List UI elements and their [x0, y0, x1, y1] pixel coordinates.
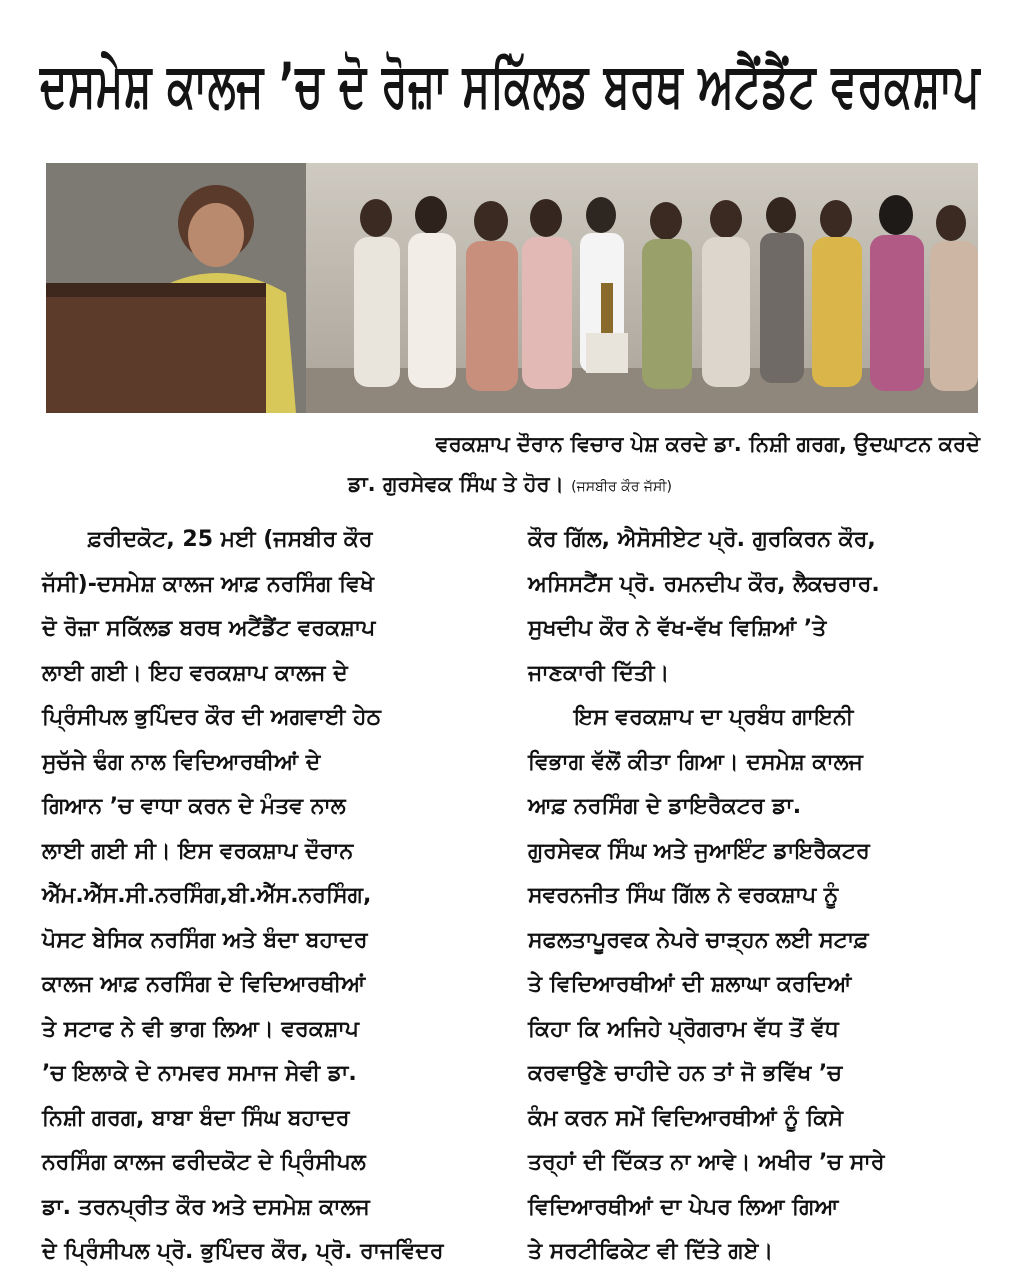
article-line: ਕਾਲਜ ਆਫ਼ ਨਰਸਿੰਗ ਦੇ ਵਿਦਿਆਰਥੀਆਂ — [42, 972, 366, 997]
article-line: ਤੇ ਵਿਦਿਆਰਥੀਆਂ ਦੀ ਸ਼ਲਾਘਾ ਕਰਦਿਆਂ — [528, 972, 852, 997]
article-line: ਕੰਮ ਕਰਨ ਸਮੇਂ ਵਿਦਿਆਰਥੀਆਂ ਨੂੰ ਕਿਸੇ — [528, 1105, 843, 1131]
article-line: ਜੱਸੀ)-ਦਸਮੇਸ਼ ਕਾਲਜ ਆਫ਼ ਨਰਸਿੰਗ ਵਿਖੇ — [42, 571, 374, 597]
article-line: ’ਚ ਇਲਾਕੇ ਦੇ ਨਾਮਵਰ ਸਮਾਜ ਸੇਵੀ ਡਾ. — [42, 1061, 357, 1086]
headline: ਦਸਮੇਸ਼ ਕਾਲਜ ’ਚ ਦੋ ਰੋਜ਼ਾ ਸਕਿੱਲਡ ਬਰਥ ਅਟੈਂਡੈਂਟ ਵਰਕਸ਼ਾਪ — [40, 50, 981, 121]
article-line: ਤੇ ਸਟਾਫ ਨੇ ਵੀ ਭਾਗ ਲਿਆ। ਵਰਕਸ਼ਾਪ — [42, 1016, 359, 1042]
article-line: ਗਿਆਨ ’ਚ ਵਾਧਾ ਕਰਨ ਦੇ ਮੰਤਵ ਨਾਲ — [42, 794, 346, 819]
article-column-right — [528, 518, 976, 1275]
article-line: ਸਫਲਤਾਪੂਰਵਕ ਨੇਪਰੇ ਚਾੜ੍ਹਨ ਲਈ ਸਟਾਫ਼ — [528, 927, 869, 953]
article-line: ਸਵਰਨਜੀਤ ਸਿੰਘ ਗਿੱਲ ਨੇ ਵਰਕਸ਼ਾਪ ਨੂੰ — [528, 883, 839, 908]
article-line: ਸੁਖਦੀਪ ਕੌਰ ਨੇ ਵੱਖ-ਵੱਖ ਵਿਸ਼ਿਆਂ ’ਤੇ — [528, 616, 827, 641]
article-line: ਸੁਚੱਜੇ ਢੰਗ ਨਾਲ ਵਿਦਿਆਰਥੀਆਂ ਦੇ — [42, 749, 321, 775]
article-column-left — [42, 518, 490, 1275]
article-line: ਆਫ਼ ਨਰਸਿੰਗ ਦੇ ਡਾਇਰੈਕਟਰ ਡਾ. — [528, 794, 802, 819]
article-line: ਐੱਮ.ਐੱਸ.ਸੀ.ਨਰਸਿੰਗ,ਬੀ.ਐੱਸ.ਨਰਸਿੰਗ, — [42, 883, 372, 908]
article-line: ਗੁਰਸੇਵਕ ਸਿੰਘ ਅਤੇ ਜੁਆਇੰਟ ਡਾਇਰੈਕਟਰ — [528, 838, 870, 864]
article-line: ਡਾ. ਤਰਨਪ੍ਰੀਤ ਕੌਰ ਅਤੇ ਦਸਮੇਸ਼ ਕਾਲਜ — [42, 1194, 370, 1220]
photo-caption-line-1: ਵਰਕਸ਼ਾਪ ਦੌਰਾਨ ਵਿਚਾਰ ਪੇਸ਼ ਕਰਦੇ ਡਾ. ਨਿਸ਼ੀ ਗਰਗ, ਉਦਘਾਟਨ ਕਰਦੇ — [435, 432, 980, 456]
article-line: ਪ੍ਰਿੰਸੀਪਲ ਭੁਪਿੰਦਰ ਕੌਰ ਦੀ ਅਗਵਾਈ ਹੇਠ — [42, 705, 382, 730]
article-line: ਕਰਵਾਉਣੇ ਚਾਹੀਦੇ ਹਨ ਤਾਂ ਜੋ ਭਵਿੱਖ ’ਚ — [528, 1061, 843, 1086]
article-line: ਫ਼ਰੀਦਕੋਟ, 25 ਮਈ (ਜਸਬੀਰ ਕੌਰ — [88, 527, 373, 552]
article-line: ਵਿਭਾਗ ਵੱਲੋਂ ਕੀਤਾ ਗਿਆ। ਦਸਮੇਸ਼ ਕਾਲਜ — [528, 749, 863, 775]
photo-credit: (ਜਸਬੀਰ ਕੌਰ ਜੱਸੀ) — [571, 479, 672, 495]
article-line: ਤਰ੍ਹਾਂ ਦੀ ਦਿੱਕਤ ਨਾ ਆਵੇ। ਅਖੀਰ ’ਚ ਸਾਰੇ — [528, 1150, 885, 1175]
article-line: ਅਸਿਸਟੈਂਸ ਪ੍ਰੋ. ਰਮਨਦੀਪ ਕੌਰ, ਲੈਕਚਰਾਰ. — [528, 571, 880, 597]
photo-caption-text: ਡਾ. ਗੁਰਸੇਵਕ ਸਿੰਘ ਤੇ ਹੋਰ। — [348, 472, 564, 496]
photo-caption-line-2 — [40, 468, 980, 503]
article-line: ਜਾਣਕਾਰੀ ਦਿੱਤੀ। — [528, 660, 670, 686]
article-line: ਵਿਦਿਆਰਥੀਆਂ ਦਾ ਪੇਪਰ ਲਿਆ ਗਿਆ — [528, 1194, 839, 1220]
article-line: ਨਿਸ਼ੀ ਗਰਗ, ਬਾਬਾ ਬੰਦਾ ਸਿੰਘ ਬਹਾਦਰ — [42, 1105, 350, 1131]
article-line: ਦੋ ਰੋਜ਼ਾ ਸਕਿੱਲਡ ਬਰਥ ਅਟੈਂਡੈਂਟ ਵਰਕਸ਼ਾਪ — [42, 616, 376, 641]
news-photo — [46, 163, 978, 413]
article-line: ਨਰਸਿੰਗ ਕਾਲਜ ਫਰੀਦਕੋਟ ਦੇ ਪ੍ਰਿੰਸੀਪਲ — [42, 1150, 366, 1175]
article-line: ਲਾਈ ਗਈ ਸੀ। ਇਸ ਵਰਕਸ਼ਾਪ ਦੌਰਾਨ — [42, 838, 354, 864]
article-line: ਦੇ ਪ੍ਰਿੰਸੀਪਲ ਪ੍ਰੋ. ਭੁਪਿੰਦਰ ਕੌਰ, ਪ੍ਰੋ. ਰਾਜਵਿੰਦਰ — [42, 1239, 444, 1264]
article-line: ਇਸ ਵਰਕਸ਼ਾਪ ਦਾ ਪ੍ਰਬੰਧ ਗਾਇਨੀ — [574, 705, 854, 730]
article-line: ਪੋਸਟ ਬੇਸਿਕ ਨਰਸਿੰਗ ਅਤੇ ਬੰਦਾ ਬਹਾਦਰ — [42, 927, 368, 953]
article-line: ਤੇ ਸਰਟੀਫਿਕੇਟ ਵੀ ਦਿੱਤੇ ਗਏ। — [528, 1239, 774, 1264]
article-line: ਕਿਹਾ ਕਿ ਅਜਿਹੇ ਪ੍ਰੋਗਰਾਮ ਵੱਧ ਤੋਂ ਵੱਧ — [528, 1016, 839, 1042]
article-line: ਲਾਈ ਗਈ। ਇਹ ਵਰਕਸ਼ਾਪ ਕਾਲਜ ਦੇ — [42, 660, 348, 686]
article-line: ਕੌਰ ਗਿੱਲ, ਐਸੋਸੀਏਟ ਪ੍ਰੋ. ਗੁਰਕਿਰਨ ਕੌਰ, — [528, 527, 876, 552]
